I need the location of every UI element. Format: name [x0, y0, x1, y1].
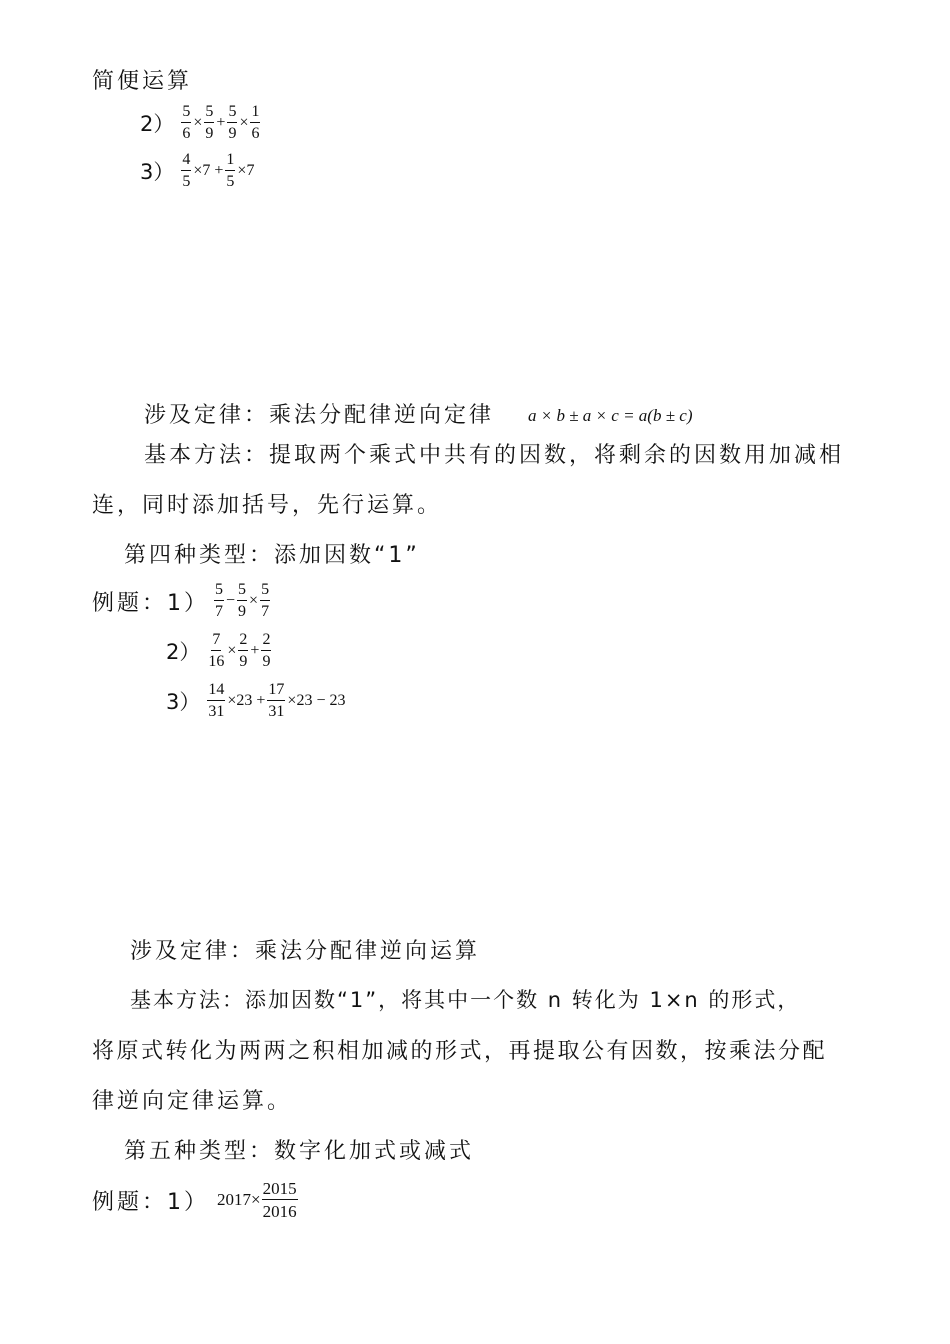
operator: ×7 +: [193, 162, 224, 179]
fraction: $\frac{14}{31}$: [208, 681, 225, 720]
type-title: 第五种类型：数字化加式或减式: [124, 1139, 475, 1164]
whole-number: 2017×: [217, 1190, 261, 1209]
law-formula: a × b ± a × c = a(b ± c): [528, 406, 693, 425]
math-expression: [180, 152, 255, 190]
method-line: 基本方法：提取两个乘式中共有的因数，将剩余的因数用加减相: [144, 443, 845, 468]
operator: +: [216, 114, 226, 131]
math-expression: [217, 1180, 299, 1220]
operator: −: [226, 592, 236, 609]
fraction: $\frac{5}{6}$: [182, 103, 191, 142]
expression-row: [92, 1180, 299, 1220]
operator: ×7: [237, 162, 255, 179]
fraction: $\frac{5}{7}$: [261, 581, 270, 620]
fraction: $\frac{17}{31}$: [268, 681, 285, 720]
operator: ×: [249, 592, 259, 609]
method-line: 连，同时添加括号，先行运算。: [92, 493, 443, 518]
item-label: 2）: [140, 112, 175, 136]
fraction: $\frac{2}{9}$: [239, 631, 248, 670]
math-expression: [180, 104, 261, 142]
math-expression: [206, 682, 346, 720]
item-label: 2）: [166, 640, 201, 664]
expression-row: [166, 632, 272, 670]
fraction: $\frac{2015}{2016}$: [262, 1179, 297, 1221]
operator: ×: [239, 114, 249, 131]
fraction: $\frac{5}{9}$: [205, 103, 214, 142]
item-label: 3）: [166, 690, 201, 714]
operator: ×: [227, 642, 237, 659]
section-heading: 简便运算: [92, 69, 193, 94]
expression-row: [140, 104, 261, 142]
example-label: 例题：1）: [92, 1189, 209, 1215]
type-title: 第四种类型：添加因数“1”: [124, 543, 420, 568]
fraction: $\frac{2}{9}$: [262, 631, 271, 670]
method-line: 基本方法：添加因数“1”，将其中一个数 n 转化为 1×n 的形式，: [130, 988, 801, 1012]
fraction: $\frac{7}{16}$: [208, 631, 225, 670]
operator: +: [250, 642, 260, 659]
example-label: 例题：1）: [92, 590, 209, 616]
operator: ×23 +: [227, 692, 266, 709]
fraction: $\frac{5}{9}$: [238, 581, 247, 620]
fraction: $\frac{5}{9}$: [228, 103, 237, 142]
operator: ×: [193, 114, 203, 131]
fraction: $\frac{5}{7}$: [215, 581, 223, 620]
method-line: 律逆向定律运算。: [92, 1089, 293, 1114]
item-label: 3）: [140, 160, 175, 184]
law-label: 涉及定律：乘法分配律逆向定律: [144, 403, 495, 428]
method-line: 将原式转化为两两之积相加减的形式，再提取公有因数，按乘法分配: [92, 1039, 828, 1064]
expression-row: [166, 682, 346, 720]
math-expression: [206, 632, 272, 670]
expression-row: [92, 582, 271, 620]
operator: ×23 − 23: [287, 692, 346, 709]
fraction: $\frac{1}{5}$: [226, 151, 235, 190]
fraction: $\frac{1}{6}$: [251, 103, 260, 142]
fraction: $\frac{4}{5}$: [182, 151, 191, 190]
expression-row: [140, 152, 255, 190]
math-expression: [213, 582, 271, 620]
law-label: 涉及定律：乘法分配律逆向运算: [130, 939, 481, 964]
